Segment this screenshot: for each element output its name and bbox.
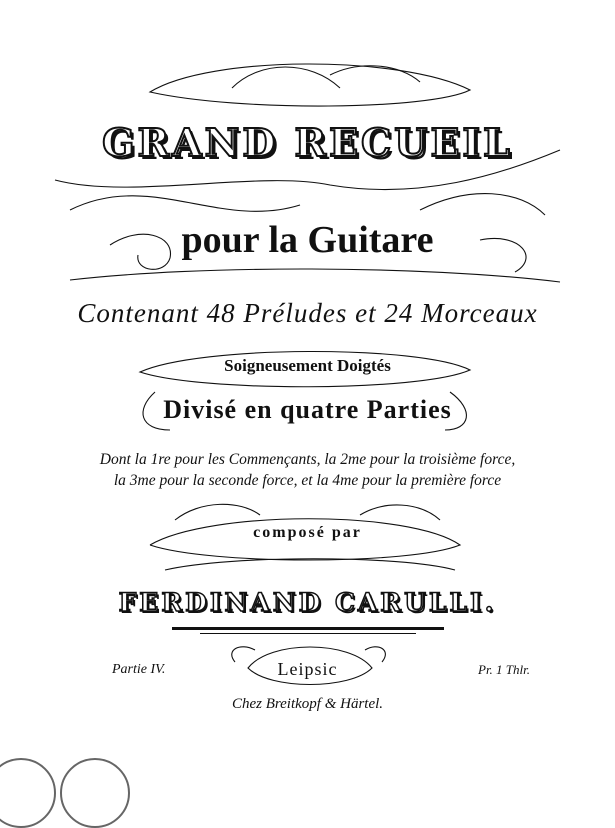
division-line: Divisé en quatre Parties	[163, 395, 452, 424]
composer-name: FERDINAND CARULLI.	[118, 588, 497, 617]
description-line-2: la 3me pour la seconde force, et la 4me pour la première force	[113, 472, 502, 489]
library-stamp	[60, 758, 130, 828]
subtitle: pour la Guitare	[181, 219, 434, 261]
divider-thick	[172, 627, 444, 630]
price: Pr. 1 Thlr.	[478, 662, 531, 677]
title: GRAND RECUEIL	[102, 120, 513, 165]
composed-by: composé par	[253, 524, 362, 541]
city: Leipsic	[277, 659, 338, 679]
part-number: Partie IV.	[112, 662, 166, 677]
contents-line: Contenant 48 Préludes et 24 Morceaux	[77, 298, 538, 328]
divider-thin	[200, 633, 416, 634]
description-line-1: Dont la 1re pour les Commençants, la 2me pour la troisième force,	[99, 451, 516, 468]
fingering-line: Soigneusement Doigtés	[224, 356, 391, 375]
publisher: Chez Breitkopf & Härtel.	[231, 696, 384, 712]
